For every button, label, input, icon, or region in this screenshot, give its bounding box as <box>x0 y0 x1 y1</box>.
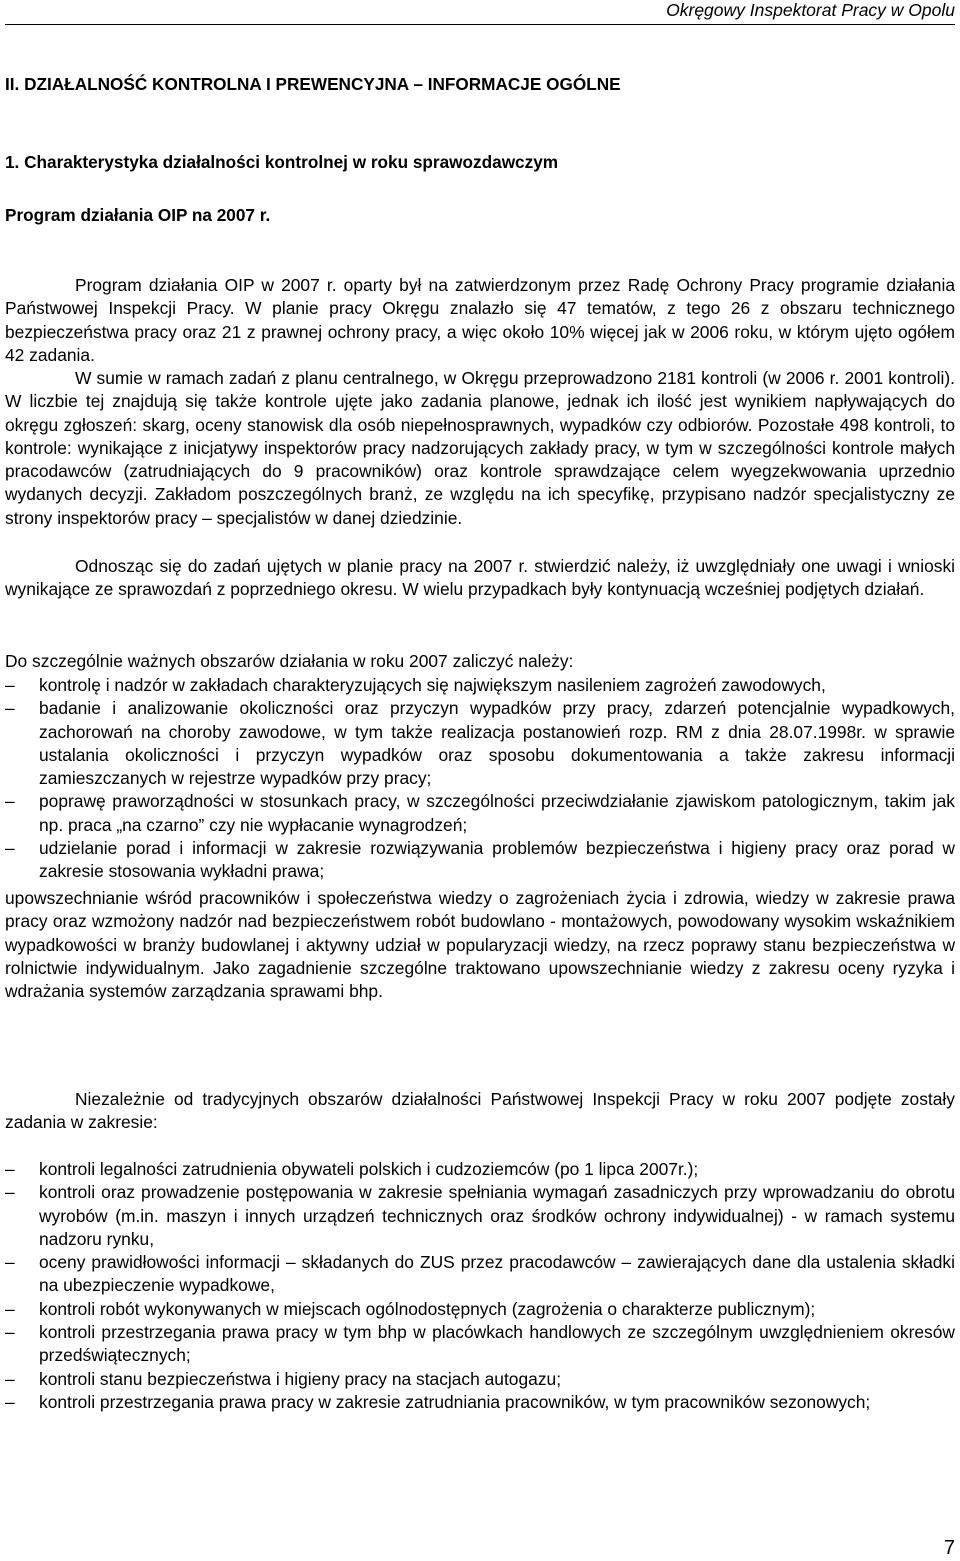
list-item <box>5 674 955 697</box>
dash-bullet: – <box>5 675 15 695</box>
key-areas-list <box>5 674 955 884</box>
section-subtitle: 1. Charakterystyka działalności kontrolnej w roku sprawozdawczym <box>5 152 559 172</box>
dash-bullet: – <box>5 1252 15 1273</box>
dash-bullet: – <box>5 1368 15 1389</box>
list-item-text: badanie i analizowanie okoliczności oraz przyczyn wypadków przy pracy, zdarzeń potencjalnie wypadkowych, zachorowań na choroby zawodowe, w tym także realizacja postanowień rozp. RM z dnia 28.07.1998r. w sprawie ustalania okoliczności i przyczyn wypadków oraz sposobu dokumentowania a także zakresu informacji zamieszczanych w rejestrze wypadków przy pracy; <box>39 698 955 789</box>
additional-tasks-list <box>5 1158 955 1414</box>
list-item-text: kontroli robót wykonywanych w miejscach ogólnodostępnych (zagrożenia o charakterze publicznym); <box>39 1298 816 1319</box>
list-item <box>5 790 955 837</box>
running-header: Okręgowy Inspektorat Pracy w Opolu <box>666 0 955 20</box>
list-item <box>5 1368 955 1391</box>
list-item <box>5 1251 955 1298</box>
list-item <box>5 1321 955 1368</box>
paragraph-additional-tasks-intro: Niezależnie od tradycyjnych obszarów działalności Państwowej Inspekcji Pracy w roku 2007 podjęte zostały zadania w zakresie: <box>5 1089 955 1133</box>
dash-bullet: – <box>5 698 15 719</box>
document-page <box>5 0 955 1561</box>
paragraph-controls-summary: W sumie w ramach zadań z planu centralnego, w Okręgu przeprowadzono 2181 kontroli (w 2006 r. 2001 kontroli). W liczbie tej znajdują się także kontrole ujęte jako zadania planowe, jednak ich ilość jest wynikiem napływających do okręgu zgłoszeń: skarg, oceny stanowisk dla osób niepełnosprawnych, wypadków czy odbiorów. Pozostałe 498 kontroli, to kontrole: wynikające z inicjatywy inspektorów pracy nadzorujących zakłady pracy, w tym w szczególności kontrole małych pracodawców (zatrudniających do 9 pracowników) oraz kontrole sprawdzające celem wyegzekwowania uprzednio wydanych decyzji. Zakładom poszczególnych branż, ze względu na ich specyfikę, przypisano nadzór specjalistyczny ze strony inspektorów pracy – specjalistów w danej dziedzinie. <box>5 368 955 528</box>
list-item-text: oceny prawidłowości informacji – składanych do ZUS przez pracodawców – zawierających dane dla ustalenia składki na ubezpieczenie wypadkowe, <box>39 1252 955 1296</box>
list-item-text: udzielanie porad i informacji w zakresie rozwiązywania problemów bezpieczeństwa i higieny pracy oraz porad w zakresie stosowania wykładni prawa; <box>39 838 955 882</box>
list-item-text: kontrolę i nadzór w zakładach charakteryzujących się największym nasileniem zagrożeń zawodowych, <box>39 675 826 695</box>
list-item-text: kontroli przestrzegania prawa pracy w tym bhp w placówkach handlowych ze szczególnym uwzględnieniem okresów przedświątecznych; <box>39 1322 955 1366</box>
list-item <box>5 697 955 790</box>
list-item-text: kontroli legalności zatrudnienia obywateli polskich i cudzoziemców (po 1 lipca 2007r.); <box>39 1159 699 1179</box>
list-item <box>5 1181 955 1251</box>
dash-bullet: – <box>5 1298 15 1319</box>
list-item-text: kontroli stanu bezpieczeństwa i higieny pracy na stacjach autogazu; <box>39 1368 562 1389</box>
dash-bullet: – <box>5 1159 15 1179</box>
paragraph-program: Program działania OIP w 2007 r. oparty był na zatwierdzonym przez Radę Ochrony Pracy programie działania Państwowej Inspekcji Pracy. W planie pracy Okręgu znalazło się 47 tematów, z tego 26 z obszaru technicznego bezpieczeństwa pracy oraz 21 z prawnej ochrony pracy, a więc około 10% więcej jak w 2006 roku, w którym ujęto ogółem 42 zadania. <box>5 275 955 365</box>
list-item-text: poprawę praworządności w stosunkach pracy, w szczególności przeciwdziałanie zjawiskom patologicznym, takim jak np. praca „na czarno” czy nie wypłacanie wynagrodzeń; <box>39 791 955 835</box>
list-item <box>5 1391 955 1414</box>
paragraph-key-areas-intro: Do szczególnie ważnych obszarów działania w roku 2007 zaliczyć należy: <box>5 651 574 671</box>
dash-bullet: – <box>5 1182 15 1203</box>
list-item-text: kontroli oraz prowadzenie postępowania w zakresie spełniania wymagań zasadniczych przy wprowadzaniu do obrotu wyrobów (m.in. maszyn i innych urządzeń technicznych oraz środków ochrony indywidualnej) - w ramach systemu nadzoru rynku, <box>39 1182 955 1249</box>
program-heading: Program działania OIP na 2007 r. <box>5 205 271 225</box>
dash-bullet: – <box>5 791 15 812</box>
paragraph-knowledge-promotion: upowszechnianie wśród pracowników i społeczeństwa wiedzy o zagrożeniach życia i zdrowia, wiedzy w zakresie prawa pracy oraz wzmożony nadzór nad bezpieczeństwem robót budowlano - montażowych, powodowany wysokim wskaźnikiem wypadkowości w branży budowlanej i aktywny udział w popularyzacji wiedzy, na rzecz poprawy stanu bezpieczeństwa w rolnictwie indywidualnym. Jako zagadnienie szczególne traktowano upowszechnianie wiedzy z zakresu oceny ryzyka i wdrażania systemów zarządzania sprawami bhp. <box>5 888 955 1002</box>
list-item <box>5 837 955 884</box>
section-title: II. DZIAŁALNOŚĆ KONTROLNA I PREWENCYJNA – INFORMACJE OGÓLNE <box>5 74 621 94</box>
dash-bullet: – <box>5 1391 15 1412</box>
page-number: 7 <box>943 1537 955 1559</box>
dash-bullet: – <box>5 1322 15 1343</box>
paragraph-plan-remarks: Odnosząc się do zadań ujętych w planie pracy na 2007 r. stwierdzić należy, iż uwzględniały one uwagi i wnioski wynikające ze sprawozdań z poprzedniego okresu. W wielu przypadkach były kontynuacją wcześniej podjętych działań. <box>5 556 955 600</box>
list-item <box>5 1158 955 1181</box>
list-item-text: kontroli przestrzegania prawa pracy w zakresie zatrudniania pracowników, w tym pracowników sezonowych; <box>39 1391 871 1412</box>
dash-bullet: – <box>5 838 15 859</box>
list-item <box>5 1298 955 1321</box>
header-divider <box>5 24 955 25</box>
